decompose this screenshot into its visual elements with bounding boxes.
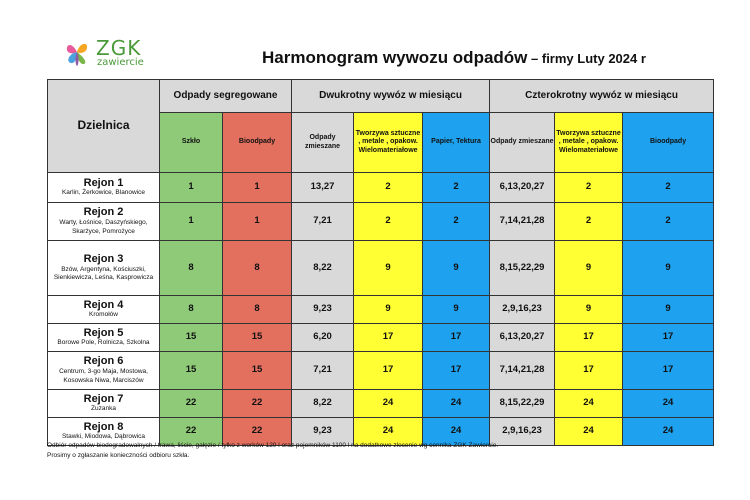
header-four-monthly: Czterokrotny wywóz w miesiącu xyxy=(490,80,714,113)
table-row xyxy=(48,296,714,324)
bio-4x-date: 2 xyxy=(623,173,714,203)
paper-date: 17 xyxy=(423,324,490,352)
header-paper: Papier, Tektura xyxy=(423,113,490,173)
paper-date: 2 xyxy=(423,173,490,203)
table-row xyxy=(48,173,714,203)
header-bio-4x: Bioodpady xyxy=(623,113,714,173)
plastic-4x-date: 24 xyxy=(555,418,623,446)
bio-4x-date: 17 xyxy=(623,324,714,352)
plastic-date: 17 xyxy=(354,352,423,390)
region-name: Rejon 7 xyxy=(83,392,124,405)
region-cell xyxy=(48,352,160,390)
plastic-date: 2 xyxy=(354,173,423,203)
plastic-4x-date: 9 xyxy=(555,296,623,324)
plastic-date: 9 xyxy=(354,296,423,324)
glass-date: 1 xyxy=(160,173,223,203)
header-plastic-4x: Tworzywa sztuczne , metale , opakow. Wielomateriałowe xyxy=(555,113,623,173)
region-name: Rejon 1 xyxy=(83,176,124,189)
footnotes xyxy=(47,441,498,461)
paper-date: 24 xyxy=(423,390,490,418)
mixed-dates: 7,21 xyxy=(292,352,354,390)
mixed-dates: 9,23 xyxy=(292,296,354,324)
glass-date: 1 xyxy=(160,203,223,241)
table-row xyxy=(48,203,714,241)
region-name: Rejon 4 xyxy=(83,298,124,311)
region-cell xyxy=(48,324,160,352)
mixed-4x-dates: 7,14,21,28 xyxy=(490,352,555,390)
plastic-date: 2 xyxy=(354,203,423,241)
header-glass: Szkło xyxy=(160,113,223,173)
region-cell xyxy=(48,241,160,296)
plastic-4x-date: 17 xyxy=(555,352,623,390)
bio-date: 15 xyxy=(223,352,292,390)
plastic-4x-date: 9 xyxy=(555,241,623,296)
title-suffix: – firmy Luty 2024 r xyxy=(527,51,646,66)
region-streets: Zuzanka xyxy=(91,405,116,413)
flower-logo-icon xyxy=(62,38,92,68)
plastic-4x-date: 24 xyxy=(555,390,623,418)
mixed-4x-dates: 8,15,22,29 xyxy=(490,241,555,296)
note-glass: Prosimy o zgłaszanie konieczności odbioru szkła. xyxy=(47,451,190,459)
plastic-4x-date: 2 xyxy=(555,173,623,203)
bio-4x-date: 17 xyxy=(623,352,714,390)
mixed-dates: 6,20 xyxy=(292,324,354,352)
region-cell xyxy=(48,390,160,418)
paper-date: 24 xyxy=(423,418,490,446)
bio-4x-date: 9 xyxy=(623,241,714,296)
region-name: Rejon 2 xyxy=(83,206,124,219)
plastic-date: 24 xyxy=(354,418,423,446)
mixed-4x-dates: 8,15,22,29 xyxy=(490,390,555,418)
mixed-dates: 9,23 xyxy=(292,418,354,446)
paper-date: 17 xyxy=(423,352,490,390)
note-bio: Odbiór odpadów biodegradowalnych / trawa, liście, gałęzie / tylko z worków 120 l oraz pojemników 1100 l na dodatkowe zlecenie wg cennika ZGK Zawiercie. xyxy=(47,442,499,449)
region-streets: Bzów, Argentyna, Kościuszki, Sienkiewicza, Leśna, Kasprowicza xyxy=(53,265,154,282)
zgk-logo xyxy=(62,36,182,72)
glass-date: 22 xyxy=(160,418,223,446)
region-streets: Karlin, Żerkowice, Blanowice xyxy=(61,189,146,197)
region-cell xyxy=(48,173,160,203)
region-streets: Stawki, Miodowa, Dąbrowica xyxy=(61,433,146,441)
header-bio: Bioodpady xyxy=(223,113,292,173)
plastic-date: 17 xyxy=(354,324,423,352)
bio-4x-date: 9 xyxy=(623,296,714,324)
paper-date: 9 xyxy=(423,241,490,296)
region-streets: Warty, Łośnice, Daszyńskiego, Skarżyce, Pomrożyce xyxy=(59,219,148,235)
header-mixed-4x: Odpady zmieszane xyxy=(490,113,555,173)
title-main: Harmonogram wywozu odpadów xyxy=(262,48,528,67)
bio-date: 22 xyxy=(223,418,292,446)
region-cell xyxy=(48,203,160,241)
plastic-4x-date: 17 xyxy=(555,324,623,352)
header-district: Dzielnica xyxy=(48,80,160,173)
bio-4x-date: 2 xyxy=(623,203,714,241)
bio-date: 1 xyxy=(223,203,292,241)
logo-subtitle: zawiercie xyxy=(97,57,144,68)
region-cell xyxy=(48,296,160,324)
mixed-4x-dates: 2,9,16,23 xyxy=(490,418,555,446)
bio-date: 8 xyxy=(223,296,292,324)
mixed-dates: 7,21 xyxy=(292,203,354,241)
glass-date: 8 xyxy=(160,241,223,296)
mixed-dates: 8,22 xyxy=(292,241,354,296)
plastic-4x-date: 2 xyxy=(555,203,623,241)
paper-date: 9 xyxy=(423,296,490,324)
table-row xyxy=(48,390,714,418)
region-name: Rejon 5 xyxy=(83,326,124,339)
glass-date: 15 xyxy=(160,352,223,390)
mixed-dates: 13,27 xyxy=(292,173,354,203)
logo-brand: ZGK xyxy=(96,36,142,60)
header-twice-monthly: Dwukrotny wywóz w miesiącu xyxy=(292,80,490,113)
bio-date: 15 xyxy=(223,324,292,352)
glass-date: 15 xyxy=(160,324,223,352)
plastic-date: 9 xyxy=(354,241,423,296)
bio-4x-date: 24 xyxy=(623,390,714,418)
bio-date: 8 xyxy=(223,241,292,296)
paper-date: 2 xyxy=(423,203,490,241)
region-name: Rejon 8 xyxy=(83,420,124,433)
header-mixed: Odpady zmieszane xyxy=(292,113,354,173)
header-segregated: Odpady segregowane xyxy=(160,80,292,113)
region-streets: Centrum, 3-go Maja, Mostowa, Kosowska Niwa, Marciszów xyxy=(59,368,148,384)
region-name: Rejon 3 xyxy=(83,252,124,265)
page-title xyxy=(262,48,646,68)
bio-4x-date: 24 xyxy=(623,418,714,446)
header-plastic: Tworzywa sztuczne , metale , opakow. Wielomateriałowe xyxy=(354,113,423,173)
glass-date: 22 xyxy=(160,390,223,418)
mixed-4x-dates: 2,9,16,23 xyxy=(490,296,555,324)
table-row xyxy=(48,241,714,296)
mixed-4x-dates: 6,13,20,27 xyxy=(490,173,555,203)
mixed-dates: 8,22 xyxy=(292,390,354,418)
bio-date: 1 xyxy=(223,173,292,203)
region-name: Rejon 6 xyxy=(83,355,124,368)
schedule-table xyxy=(47,79,714,446)
table-row xyxy=(48,324,714,352)
region-streets: Kromołów xyxy=(89,311,118,319)
table-row xyxy=(48,352,714,390)
plastic-date: 24 xyxy=(354,390,423,418)
bio-date: 22 xyxy=(223,390,292,418)
mixed-4x-dates: 6,13,20,27 xyxy=(490,324,555,352)
region-streets: Borowe Pole, Rolnicza, Szkolna xyxy=(57,339,150,347)
mixed-4x-dates: 7,14,21,28 xyxy=(490,203,555,241)
glass-date: 8 xyxy=(160,296,223,324)
